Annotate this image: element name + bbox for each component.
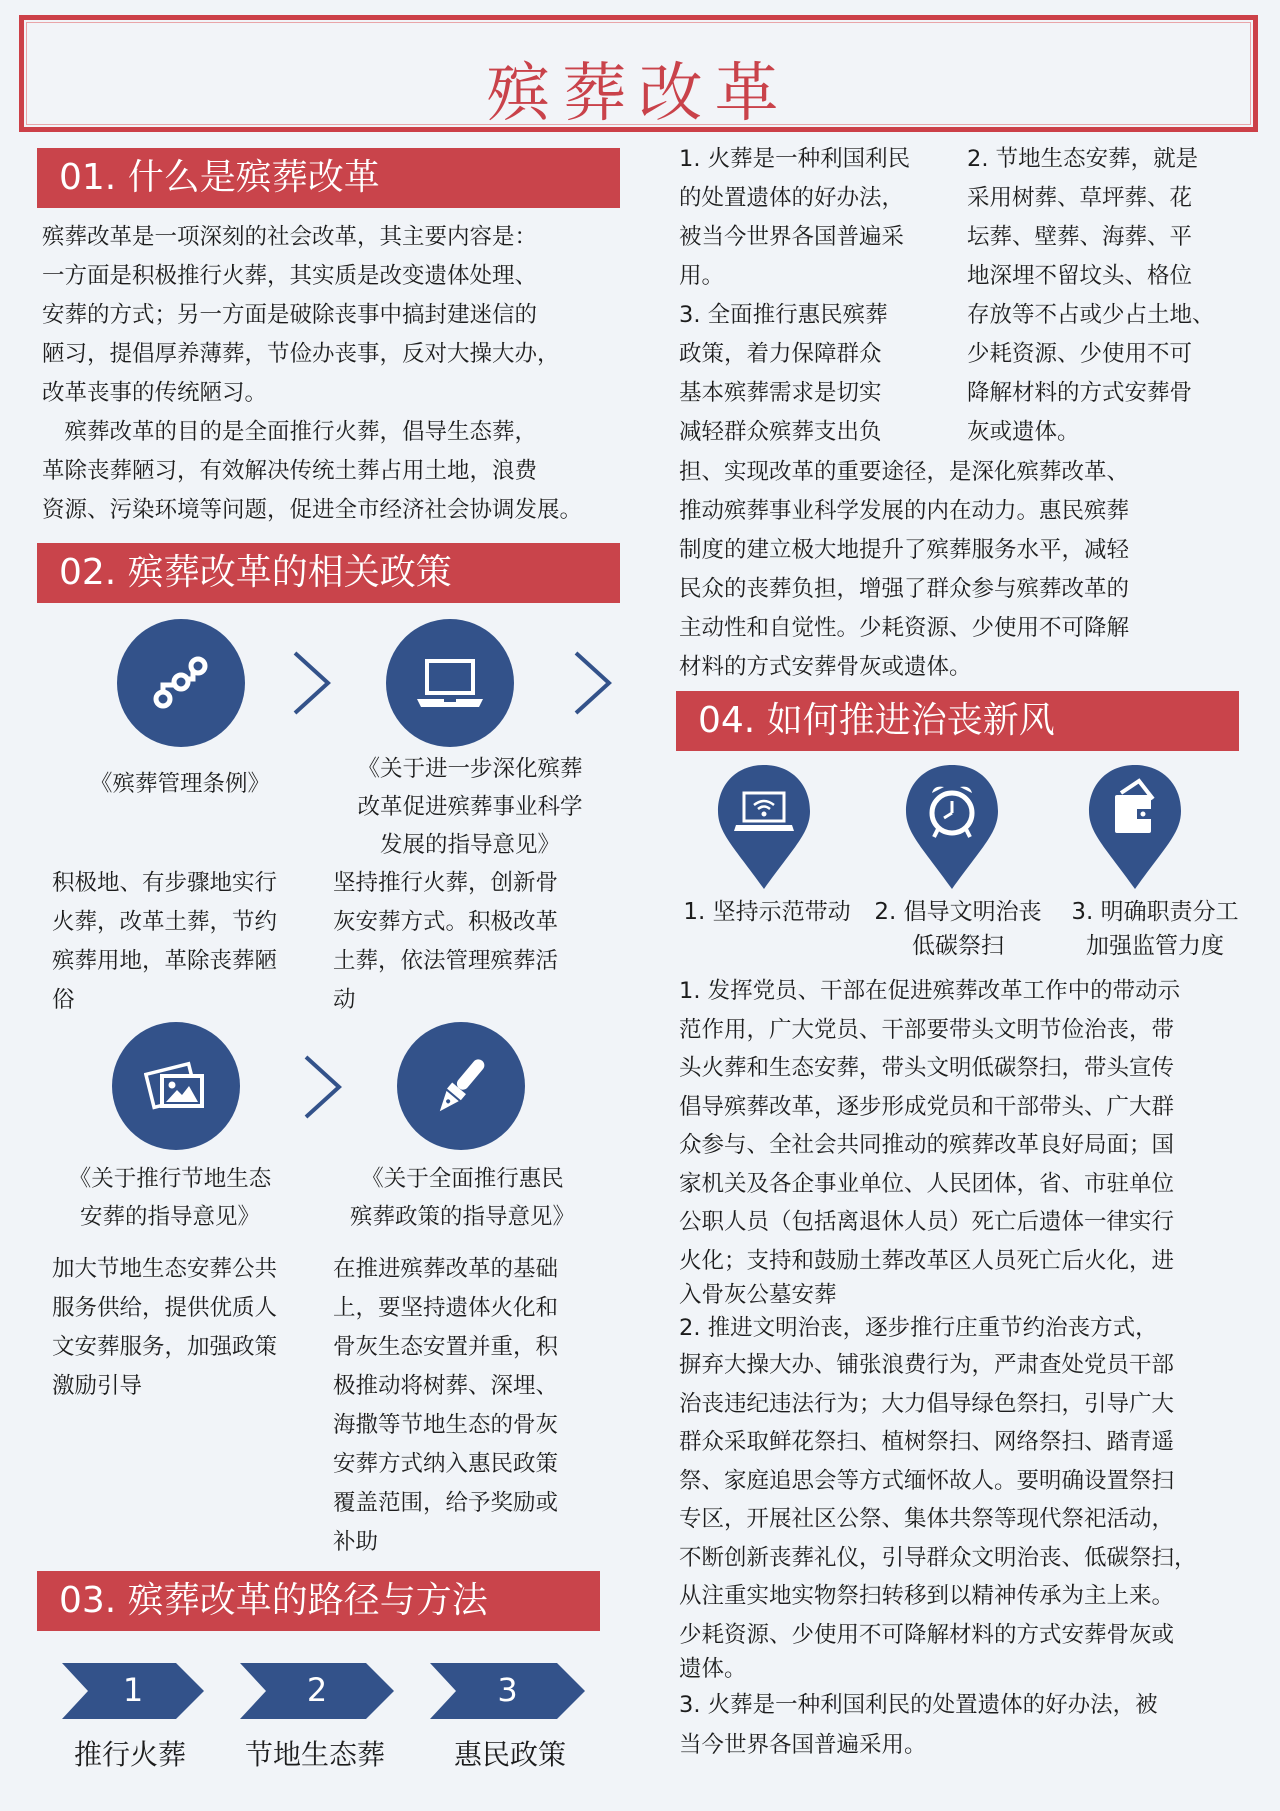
pin-2-label (863, 895, 1053, 963)
text-line: 减轻群众殡葬支出负 (679, 419, 882, 445)
text-line: 海撒等节地生态的骨灰 (333, 1412, 559, 1438)
text-line: 专区，开展社区公祭、集体共祭等现代祭祀活动， (679, 1506, 1175, 1532)
text-line: 陋习，提倡厚养薄葬，节俭办丧事，反对大操大办， (42, 341, 560, 367)
policy-title-line: 发展的指导意见》 (379, 832, 560, 858)
text-line: 众参与、全社会共同推动的殡葬改革良好局面；国 (679, 1132, 1175, 1158)
text-line: 殡葬改革的目的是全面推行火葬，倡导生态葬， (42, 419, 538, 445)
policy-title-line: 《殡葬管理条例》 (89, 771, 270, 797)
fountain-pen-icon (429, 1051, 493, 1121)
step-3-label: 惠民政策 (453, 1738, 566, 1771)
method-col-right (967, 140, 1257, 452)
policy-title-line: 改革促进殡葬事业科学 (357, 794, 583, 820)
pin-3 (1085, 763, 1185, 893)
policy-title-line: 《关于推行节地生态 (68, 1166, 272, 1192)
text-line: 殡葬用地，革除丧葬陋 (52, 948, 278, 974)
pin-label-line: 1. 坚持示范带动 (683, 899, 851, 925)
text-line: 俗 (52, 987, 75, 1013)
text-line: 火化；支持和鼓励土葬改革区人员死亡后火化，进 (679, 1247, 1175, 1274)
text-line: 不断创新丧葬礼仪，引导群众文明治丧、低碳祭扫， (679, 1544, 1197, 1571)
text-line: 一方面是积极推行火葬，其实质是改变遗体处理、 (42, 263, 538, 289)
connected-nodes-icon (149, 651, 213, 715)
policy-2-title (330, 750, 610, 864)
policy-4-badge (397, 1022, 525, 1150)
photos-icon (144, 1058, 208, 1114)
text-line: 地深埋不留坟头、格位 (967, 263, 1193, 289)
text-line: 政策，着力保障群众 (679, 341, 882, 367)
text-line: 存放等不占或少占土地、 (967, 302, 1215, 328)
step-2-label: 节地生态葬 (244, 1738, 385, 1771)
policy-1-desc (52, 864, 317, 1020)
step-number: 3 (497, 1671, 518, 1709)
pin-1-label (672, 895, 862, 929)
text-line: 材料的方式安葬骨灰或遗体。 (679, 654, 972, 680)
text-line: 遗体。 (679, 1656, 747, 1682)
chevron-right-icon (292, 651, 332, 715)
text-line: 1. 火葬是一种利国利民 (679, 146, 911, 172)
text-line: 坚持推行火葬，创新骨 (333, 870, 559, 896)
chevron-right-icon (303, 1055, 343, 1119)
policy-title-line: 《关于全面推行惠民 (361, 1166, 564, 1192)
laptop-icon (415, 655, 485, 711)
section-02-header: 02. 殡葬改革的相关政策 (37, 543, 620, 603)
text-line: 当今世界各国普遍采用。 (679, 1732, 927, 1758)
text-line: 少耗资源、少使用不可 (967, 341, 1193, 367)
text-line: 主动性和自觉性。少耗资源、少使用不可降解 (679, 615, 1130, 641)
text-line: 倡导殡葬改革，逐步形成党员和干部带头、广大群 (679, 1093, 1175, 1120)
policy-3-desc (52, 1250, 317, 1406)
method-col-left (679, 140, 949, 452)
method-full-text (679, 453, 1239, 687)
text-line: 采用树葬、草坪葬、花 (967, 185, 1193, 211)
text-line: 降解材料的方式安葬骨 (967, 380, 1193, 406)
pin-label-line: 2. 倡导文明治丧 (874, 899, 1042, 925)
page-title: 殡葬改革 (486, 57, 791, 131)
policy-2-badge (386, 619, 514, 747)
step-2-arrow (240, 1663, 394, 1719)
chevron-right-icon (573, 651, 613, 715)
text-line: 群众采取鲜花祭扫、植树祭扫、网络祭扫、踏青遥 (679, 1429, 1175, 1455)
text-line: 少耗资源、少使用不可降解材料的方式安葬骨灰或 (679, 1621, 1175, 1648)
policy-title-line: 殡葬政策的指导意见》 (349, 1204, 575, 1230)
text-line: 火葬，改革土葬，节约 (52, 909, 278, 935)
text-line: 灰或遗体。 (967, 419, 1080, 445)
text-line: 摒弃大操大办、铺张浪费行为，严肃查处党员干部 (679, 1352, 1175, 1378)
title-banner (19, 15, 1258, 132)
text-line: 用。 (679, 263, 725, 289)
policy-1-badge (117, 619, 245, 747)
step-3-arrow (430, 1663, 585, 1719)
text-line: 头火葬和生态安葬，带头文明低碳祭扫，带头宣传 (679, 1055, 1175, 1081)
step-1-label: 推行火葬 (73, 1738, 186, 1771)
text-line: 2. 推进文明治丧，逐步推行庄重节约治丧方式， (679, 1315, 1158, 1341)
text-line: 革除丧葬陋习，有效解决传统土葬占用土地，浪费 (42, 458, 538, 484)
section-01-text (42, 218, 632, 530)
text-line: 公职人员（包括离退休人员）死亡后遗体一律实行 (679, 1209, 1175, 1235)
pin-label-line: 3. 明确职责分工 (1071, 899, 1239, 925)
text-line: 土葬，依法管理殡葬活 (333, 948, 559, 974)
section-04-text (679, 972, 1269, 1765)
pin-3-label (1055, 895, 1255, 963)
text-line: 的处置遗体的好办法， (679, 185, 905, 211)
policy-3-title (50, 1160, 290, 1236)
section-03-header: 03. 殡葬改革的路径与方法 (37, 1571, 600, 1631)
text-line: 加大节地生态安葬公共 (52, 1256, 278, 1282)
pin-label-line: 加强监管力度 (1086, 933, 1224, 959)
pin-2 (902, 763, 1002, 893)
policy-2-desc (333, 864, 598, 1020)
step-number: 1 (122, 1671, 144, 1709)
text-line: 治丧违纪违法行为；大力倡导绿色祭扫，引导广大 (679, 1390, 1175, 1417)
text-line: 推动殡葬事业科学发展的内在动力。惠民殡葬 (679, 498, 1130, 524)
text-line: 3. 全面推行惠民殡葬 (679, 302, 888, 328)
text-line: 上，要坚持遗体火化和 (333, 1295, 559, 1321)
section-01-header: 01. 什么是殡葬改革 (37, 148, 620, 208)
policy-title-line: 《关于进一步深化殡葬 (357, 756, 583, 782)
text-line: 民众的丧葬负担，增强了群众参与殡葬改革的 (679, 576, 1130, 602)
text-line: 3. 火葬是一种利国利民的处置遗体的好办法，被 (679, 1692, 1158, 1718)
text-line: 骨灰生态安置并重，积 (333, 1334, 559, 1360)
policy-4-desc (333, 1250, 598, 1562)
step-number: 2 (306, 1671, 328, 1709)
section-04-header: 04. 如何推进治丧新风 (676, 691, 1239, 751)
policy-3-badge (112, 1022, 240, 1150)
text-line: 入骨灰公墓安葬 (679, 1282, 837, 1308)
text-line: 坛葬、壁葬、海葬、平 (967, 224, 1193, 250)
text-line: 极推动将树葬、深埋、 (333, 1373, 559, 1399)
text-line: 担、实现改革的重要途径，是深化殡葬改革、 (679, 459, 1130, 485)
text-line: 改革丧事的传统陋习。 (42, 380, 268, 406)
text-line: 被当今世界各国普遍采 (679, 224, 905, 250)
policy-1-title (60, 765, 300, 803)
policy-4-title (325, 1160, 600, 1236)
text-line: 覆盖范围，给予奖励或 (333, 1490, 559, 1516)
step-1-arrow (62, 1663, 204, 1719)
text-line: 灰安葬方式。积极改革 (333, 909, 559, 935)
text-line: 家机关及各企事业单位、人民团体，省、市驻单位 (679, 1170, 1175, 1197)
text-line: 文安葬服务，加强政策 (52, 1334, 278, 1360)
text-line: 积极地、有步骤地实行 (52, 870, 278, 896)
text-line: 祭、家庭追思会等方式缅怀故人。要明确设置祭扫 (679, 1467, 1175, 1494)
text-line: 在推进殡葬改革的基础 (333, 1256, 559, 1282)
text-line: 殡葬改革是一项深刻的社会改革，其主要内容是： (42, 224, 538, 250)
text-line: 从注重实地实物祭扫转移到以精神传承为主上来。 (679, 1583, 1175, 1609)
text-line: 基本殡葬需求是切实 (679, 380, 882, 406)
text-line: 2. 节地生态安葬，就是 (967, 146, 1199, 172)
text-line: 动 (333, 987, 356, 1013)
text-line: 1. 发挥党员、干部在促进殡葬改革工作中的带动示 (679, 978, 1181, 1004)
pin-1 (714, 763, 814, 893)
text-line: 安葬方式纳入惠民政策 (333, 1451, 559, 1477)
policy-title-line: 安葬的指导意见》 (79, 1204, 260, 1230)
text-line: 制度的建立极大地提升了殡葬服务水平，减轻 (679, 537, 1130, 563)
text-line: 安葬的方式；另一方面是破除丧事中搞封建迷信的 (42, 302, 538, 328)
pin-label-line: 低碳祭扫 (912, 933, 1004, 959)
text-line: 激励引导 (52, 1373, 143, 1399)
text-line: 资源、污染环境等问题，促进全市经济社会协调发展。 (42, 497, 583, 523)
text-line: 服务供给，提供优质人 (52, 1295, 278, 1321)
text-line: 补助 (333, 1529, 379, 1555)
text-line: 范作用，广大党员、干部要带头文明节俭治丧，带 (679, 1016, 1175, 1043)
